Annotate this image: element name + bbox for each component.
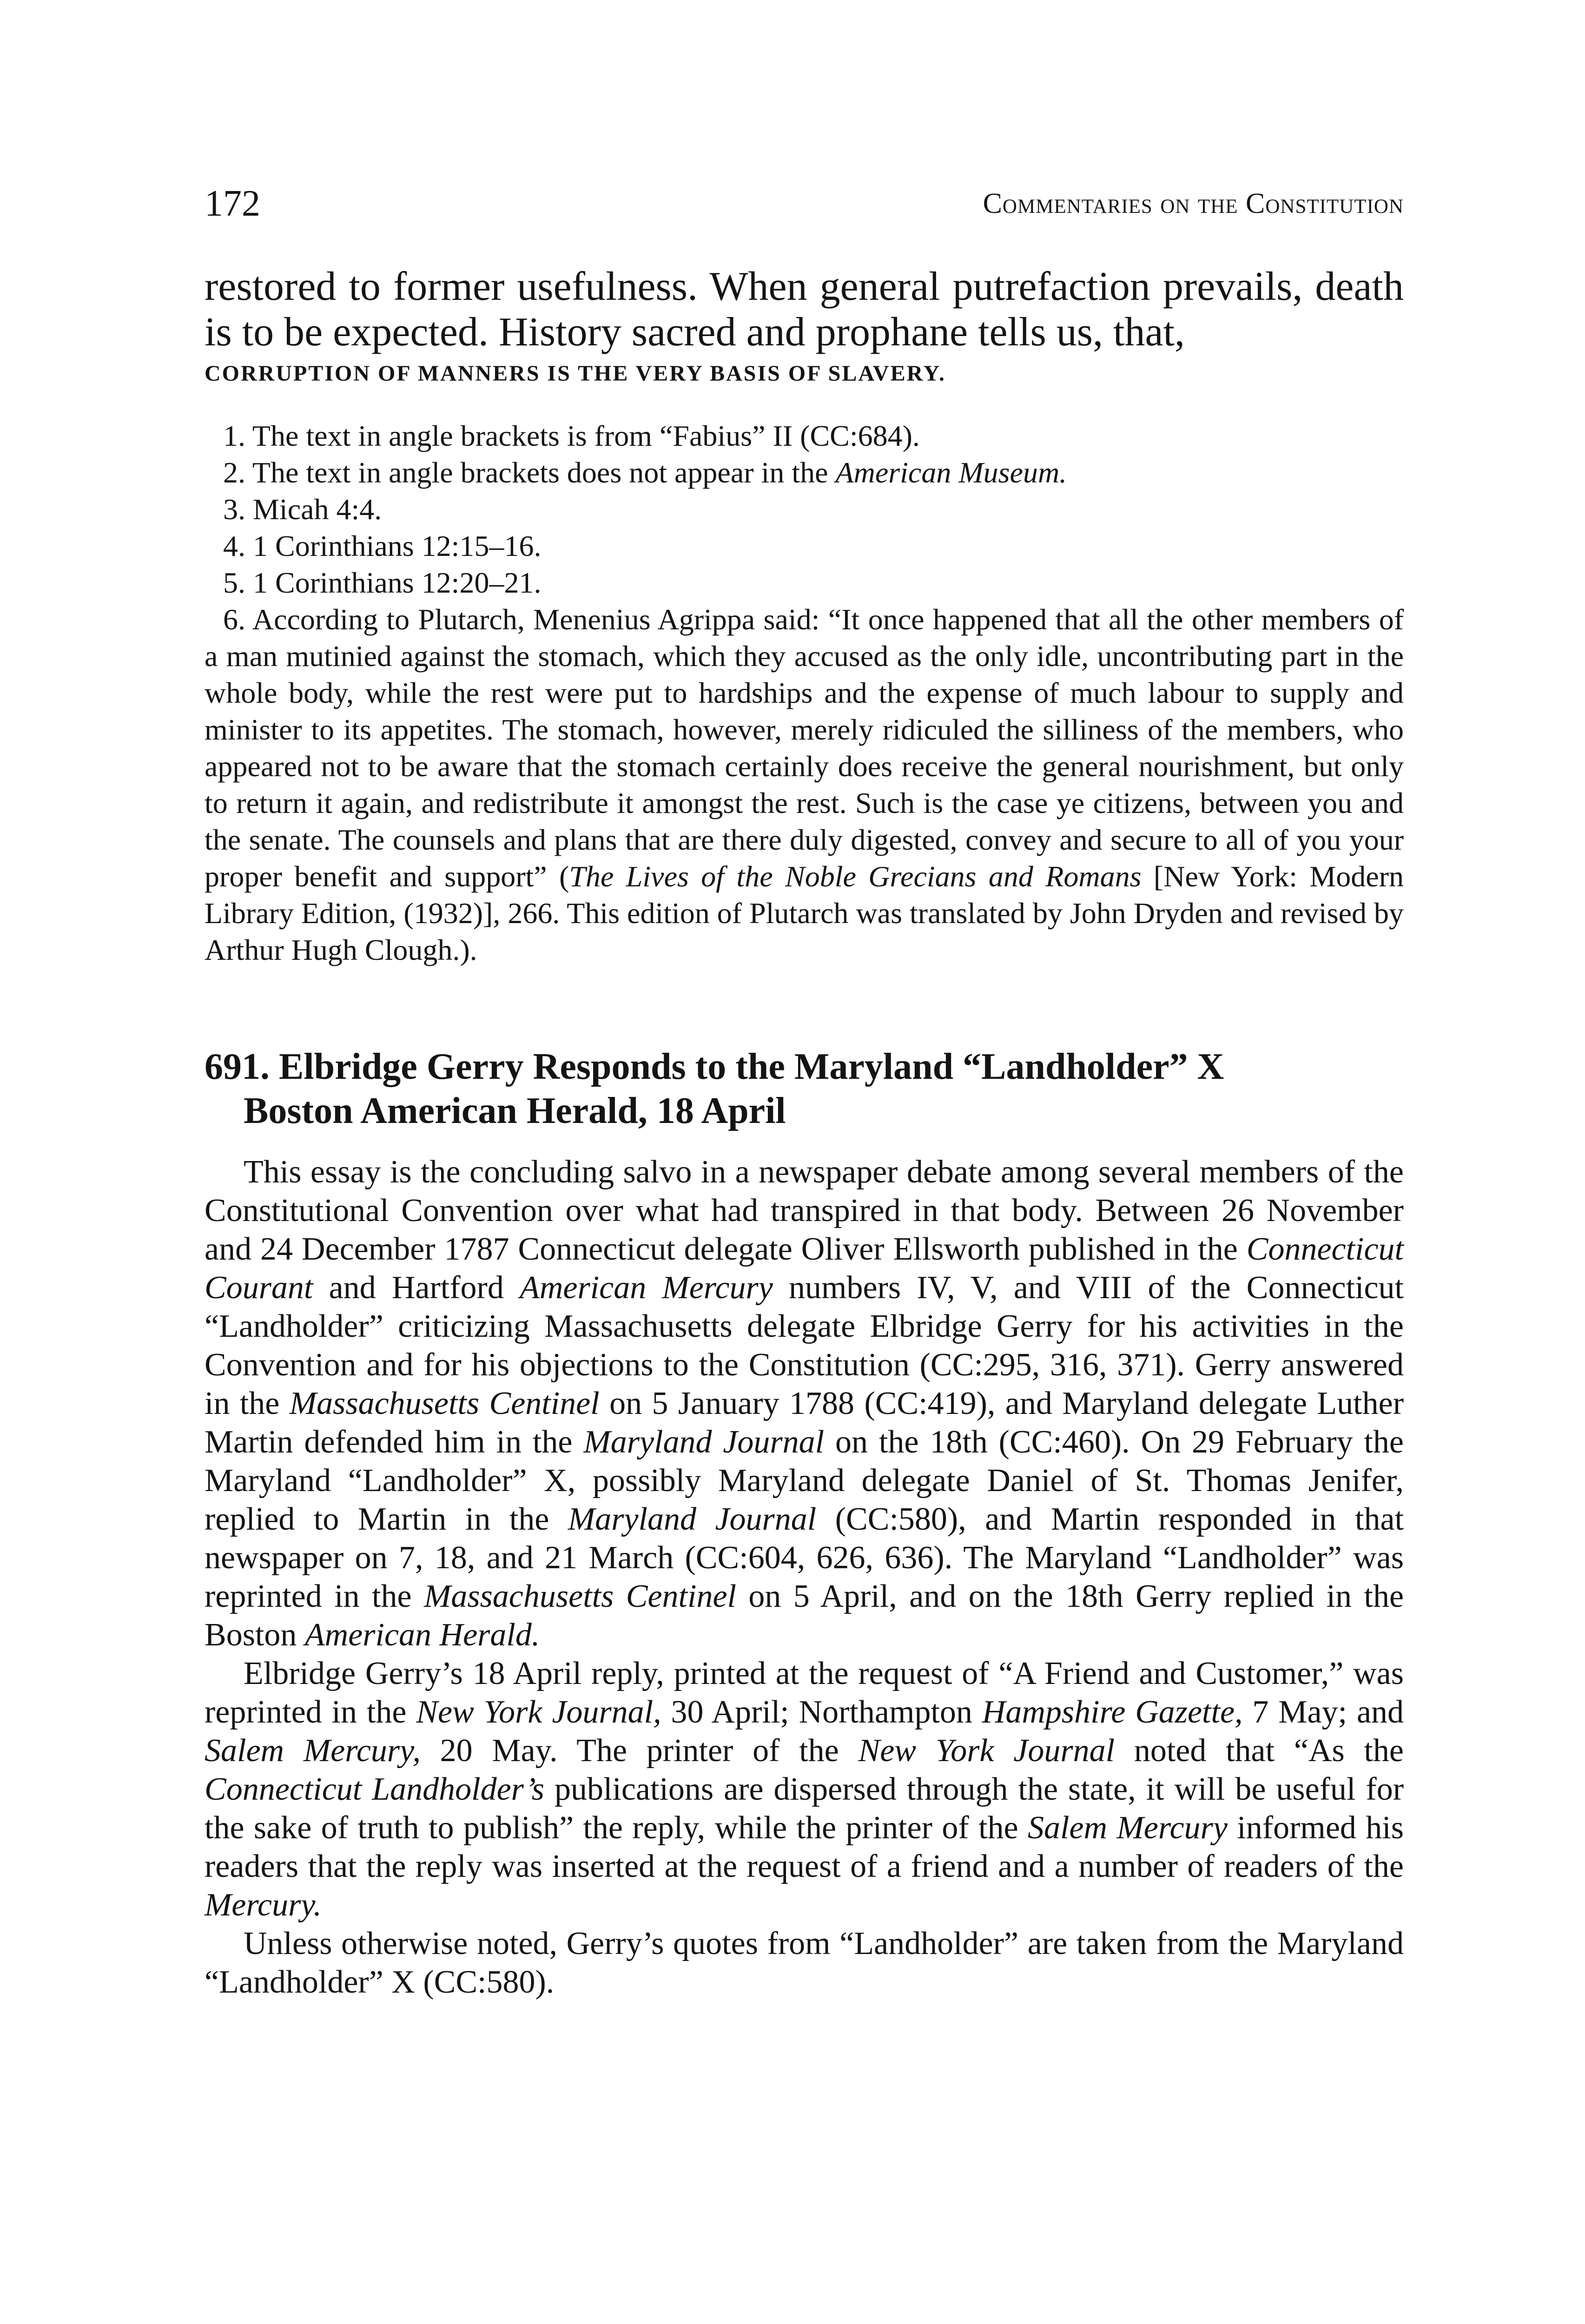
- italic-title: Salem Mercury: [1028, 1810, 1228, 1846]
- text-run: 30 April; Northampton: [661, 1694, 982, 1730]
- text-run: Micah 4:4.: [253, 493, 382, 526]
- text-run: publications are dispersed through the state, it will be useful for the sake of truth to publish” the reply, while the printer of the: [205, 1771, 1404, 1846]
- text-run: 7 May; and: [1242, 1694, 1404, 1730]
- footnote-number: 2.: [223, 456, 245, 489]
- text-run: The text in angle brackets does not appear in the: [252, 456, 836, 489]
- footnote: [205, 491, 1404, 528]
- text-run: Unless otherwise noted, Gerry’s quotes from “Landholder” are taken from the Maryland “Landholder” X (CC:580).: [205, 1926, 1404, 2000]
- text-run: (CC:580), and Martin responded in that newspaper on 7, 18, and 21 March (CC:604, 626, 636). The Maryland “Landholder” was reprinted in the: [205, 1501, 1404, 1614]
- section-subtitle: Boston American Herald, 18 April: [244, 1090, 786, 1131]
- footnote: [205, 454, 1404, 491]
- body-paragraph: [205, 1153, 1404, 1654]
- text-run: and Hartford: [313, 1270, 520, 1306]
- text-run: The text in angle brackets is from “Fabius” II (CC:684).: [252, 419, 920, 452]
- italic-title: Massachusetts Centinel: [424, 1578, 736, 1614]
- italic-title: American Museum.: [835, 456, 1067, 489]
- footnote: [205, 528, 1404, 564]
- italic-title: Maryland Journal: [583, 1424, 825, 1460]
- footnotes: [205, 417, 1404, 968]
- text-run: 20 May. The printer of the: [420, 1733, 859, 1769]
- carryover-text: restored to former usefulness. When general putrefaction prevails, death is to be expected. History sacred and prophane tells us, that,: [205, 264, 1404, 355]
- editorial-note: [205, 1153, 1404, 2001]
- text-run: on the 18th (CC:460). On 29 February the Maryland “Landholder” X, possibly Maryland delegate Daniel of St. Thomas Jenifer, replied to Martin in the: [205, 1424, 1404, 1537]
- text-run: 1 Corinthians 12:20–21.: [253, 566, 542, 599]
- carryover-caps: CORRUPTION OF MANNERS IS THE VERY BASIS OF SLAVERY.: [205, 361, 946, 386]
- italic-title: Massachusetts Centinel: [289, 1386, 600, 1421]
- italic-title: Maryland Journal: [568, 1501, 817, 1537]
- carryover-paragraph: [205, 264, 1404, 392]
- italic-title: Connecticut Landholder’s: [205, 1771, 545, 1807]
- text-run: According to Plutarch, Menenius Agrippa said: “It once happened that all the other members of a man mutinied against the stomach, which they accused as the only idle, uncontributing part in the whole body, while the rest were put to hardships and the expense of much labour to supply and minister to its appetites. The stomach, however, merely ridiculed the silliness of the members, who appeared not to be aware that the stomach certainly does receive the general nourishment, but only to return it again, and redistribute it amongst the rest. Such is the case ye citizens, between you and the senate. The counsels and plans that are there duly digested, convey and secure to all of you your proper benefit and support” (: [205, 603, 1404, 893]
- italic-title: American Mercury: [520, 1270, 773, 1306]
- section-title: 691. Elbridge Gerry Responds to the Maryland “Landholder” X: [205, 1046, 1224, 1087]
- italic-title: Hampshire Gazette,: [982, 1694, 1243, 1730]
- text-run: Elbridge Gerry’s 18 April reply, printed at the request of “A Friend and Customer,” was reprinted in the: [205, 1656, 1404, 1730]
- italic-title: American Herald.: [304, 1617, 540, 1653]
- section-heading: [205, 1045, 1404, 1133]
- text-run: on 5 April, and on the 18th Gerry replied in the Boston: [205, 1578, 1404, 1653]
- text-run: on 5 January 1788 (CC:419), and Maryland delegate Luther Martin defended him in the: [205, 1386, 1404, 1460]
- italic-title: The Lives of the Noble Grecians and Romans: [569, 860, 1142, 893]
- body-paragraph: [205, 1654, 1404, 1924]
- text-run: noted that “As the: [1115, 1733, 1404, 1769]
- page-number: 172: [205, 183, 260, 224]
- footnote: [205, 601, 1404, 968]
- italic-title: New York Journal: [858, 1733, 1115, 1769]
- page-header: [205, 180, 1404, 227]
- running-head: Commentaries on the Constitution: [983, 188, 1404, 219]
- footnote: [205, 417, 1404, 454]
- text-run: numbers IV, V, and VIII of the Connecticut “Landholder” criticizing Massachusetts delegate Elbridge Gerry for his activities in the Convention and for his objections to the Constitution (CC:295, 316, 371). Gerry answered in the: [205, 1270, 1404, 1421]
- italic-title: New York Journal,: [416, 1694, 661, 1730]
- italic-title: Mercury.: [205, 1887, 322, 1923]
- text-run: informed his readers that the reply was inserted at the request of a friend and a number of readers of the: [205, 1810, 1404, 1884]
- footnote-number: 1.: [223, 419, 245, 452]
- text-run: This essay is the concluding salvo in a newspaper debate among several members of the Constitutional Convention over what had transpired in that body. Between 26 November and 24 December 1787 Connecticut delegate Oliver Ellsworth published in the: [205, 1154, 1404, 1267]
- text-run: 1 Corinthians 12:15–16.: [253, 529, 542, 562]
- footnote: [205, 564, 1404, 601]
- footnote-number: 4.: [223, 529, 245, 562]
- italic-title: Salem Mercury,: [205, 1733, 421, 1769]
- footnote-number: 6.: [223, 603, 245, 636]
- italic-title: Connecticut Courant: [205, 1231, 1404, 1306]
- footnote-number: 5.: [223, 566, 245, 599]
- text-run: [New York: Modern Library Edition, (1932)], 266. This edition of Plutarch was translated by John Dryden and revised by Arthur Hugh Clough.).: [205, 860, 1404, 966]
- footnote-number: 3.: [223, 493, 245, 526]
- body-paragraph: [205, 1924, 1404, 2001]
